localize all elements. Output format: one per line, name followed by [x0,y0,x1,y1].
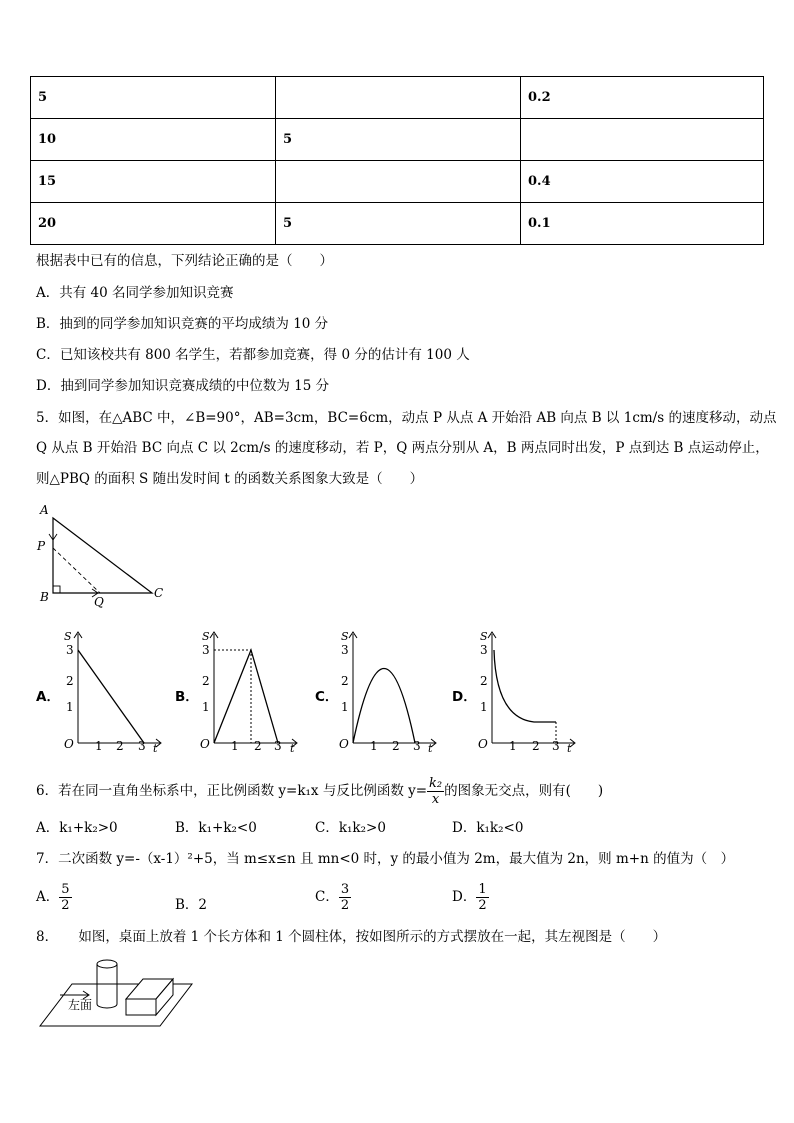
q6-prompt-post: 的图象无交点，则有( ) [444,783,604,799]
graph-d [474,626,584,756]
series-line [214,650,278,743]
tick-label: 3 [138,739,146,753]
q4-option-a: A．共有 40 名同学参加知识竞赛 [36,285,234,301]
q7-option-d-label: D． [452,889,477,905]
q5-line-1: 5．如图，在△ABC 中，∠B=90°，AB=3cm，BC=6cm，动点 P 从点 A 开始沿 AB 向点 B 以 1cm/s 的速度移动，动点 [36,410,777,426]
graph-c [335,626,445,756]
table-row [31,119,764,161]
series-curve [353,669,415,744]
label-c: C [154,586,164,600]
q6-prompt [36,776,603,807]
table-cell: 20 [31,203,276,245]
label-b: B [40,590,49,604]
tick-label: 2 [532,739,540,753]
fraction-denominator: x [431,792,440,807]
left-side-label: 左面 [68,998,93,1012]
q7-option-b: B．2 [175,897,208,913]
tick-label: 2 [116,739,124,753]
table-cell [521,119,764,161]
cuboid-front [126,999,156,1015]
q6-option-a: A．k₁+k₂>0 [36,820,118,836]
axis-s-label: S [64,630,72,643]
tick-label: 2 [341,674,349,688]
axis-t-label: t [153,742,158,755]
q6-option-d: D．k₁k₂<0 [452,820,524,836]
fraction [476,882,488,913]
tick-label: 3 [480,643,488,657]
tick-label: 1 [231,739,239,753]
tick-label: 3 [552,739,560,753]
axis-s-label: S [202,630,210,643]
tick-label: 3 [66,643,74,657]
fraction-denominator: 2 [478,898,487,913]
tick-label: 1 [66,700,74,714]
q5-line-2: Q 从点 B 开始沿 BC 向点 C 以 2cm/s 的速度移动，若 P，Q 两点分别从 A，B 两点同时出发，P 点到达 B 点运动停止， [36,440,769,456]
table-cell: 5 [31,77,276,119]
series-curve [494,650,556,722]
tick-label: 2 [480,674,488,688]
q7-option-d [452,882,489,913]
table-cell: 0.4 [521,161,764,203]
table-cell [276,77,521,119]
tick-label: 1 [202,700,210,714]
fraction-k2-over-x [427,776,444,807]
axis-t-label: t [290,742,295,755]
cylinder-base [97,1004,117,1008]
triangle-abc [53,518,152,593]
tick-label: 3 [202,643,210,657]
table-cell: 15 [31,161,276,203]
tick-label: 1 [341,700,349,714]
q4-option-b: B．抽到的同学参加知识竞赛的平均成绩为 10 分 [36,316,329,332]
fraction [59,882,71,913]
tick-label: 3 [413,739,421,753]
tick-label: 2 [66,674,74,688]
q6-option-b: B．k₁+k₂<0 [175,820,257,836]
table-cell: 5 [276,119,521,161]
tick-label: 3 [341,643,349,657]
tick-label: 1 [95,739,103,753]
origin-label: O [64,737,74,751]
score-table [30,76,764,245]
series-line [78,650,144,743]
tick-label: 2 [202,674,210,688]
triangle-figure [30,498,170,610]
q8-prompt: 8． 如图，桌面上放着 1 个长方体和 1 个圆柱体，按如图所示的方式摆放在一起，其左视图是（ ） [36,929,667,945]
table-cell: 0.2 [521,77,764,119]
tick-label: 3 [274,739,282,753]
origin-label: O [200,737,210,751]
q4-prompt: 根据表中已有的信息，下列结论正确的是（ ） [36,253,333,269]
table-cell: 5 [276,203,521,245]
table-cell: 10 [31,119,276,161]
graph-b [196,626,306,756]
q7-prompt: 7．二次函数 y=-（x-1）²+5，当 m≤x≤n 且 mn<0 时，y 的最小值为 2m，最大值为 2n，则 m+n 的值为（ ） [36,851,735,867]
axis-t-label: t [428,742,433,755]
q5-line-3: 则△PBQ 的面积 S 随出发时间 t 的函数关系图象大致是（ ） [36,471,424,487]
label-p: P [37,539,46,553]
tick-label: 2 [254,739,262,753]
q7-option-a [36,882,72,913]
axis-s-label: S [480,630,488,643]
label-a: A [40,503,49,517]
table-objects-figure [38,954,198,1030]
tick-label: 1 [509,739,517,753]
table-row [31,77,764,119]
q4-option-c: C．已知该校共有 800 名学生，若都参加竞赛，得 0 分的估计有 100 人 [36,347,470,363]
axis-t-label: t [567,742,572,755]
graph-a [58,626,168,756]
origin-label: O [339,737,349,751]
q7-option-a-label: A． [36,889,60,905]
table-cell: 0.1 [521,203,764,245]
tick-label: 1 [480,700,488,714]
cylinder-top [97,960,117,968]
q7-option-c-label: C． [315,889,339,905]
q5-option-d-label: D． [452,689,477,705]
q7-option-c [315,882,351,913]
table-cell [276,161,521,203]
axis-s-label: S [341,630,349,643]
q6-prompt-pre: 6．若在同一直角坐标系中，正比例函数 y=k₁x 与反比例函数 y= [36,783,428,799]
fraction-numerator: 1 [478,882,487,897]
fraction-numerator: k₂ [429,776,443,791]
q5-option-b-label: B． [175,689,199,705]
q4-option-d: D．抽到同学参加知识竞赛成绩的中位数为 15 分 [36,378,330,394]
q6-option-c: C．k₁k₂>0 [315,820,386,836]
origin-label: O [478,737,488,751]
fraction-denominator: 2 [340,898,350,913]
q5-option-c-label: C． [315,689,339,705]
tick-label: 1 [370,739,378,753]
fraction-denominator: 2 [61,898,70,913]
table-row [31,161,764,203]
right-angle-mark [53,586,60,593]
q5-option-a-label: A． [36,689,60,705]
label-q: Q [94,595,104,609]
fraction-numerator: 3 [340,882,350,897]
tick-label: 2 [392,739,400,753]
fraction-numerator: 5 [61,882,70,897]
fraction [339,882,351,913]
table-row [31,203,764,245]
